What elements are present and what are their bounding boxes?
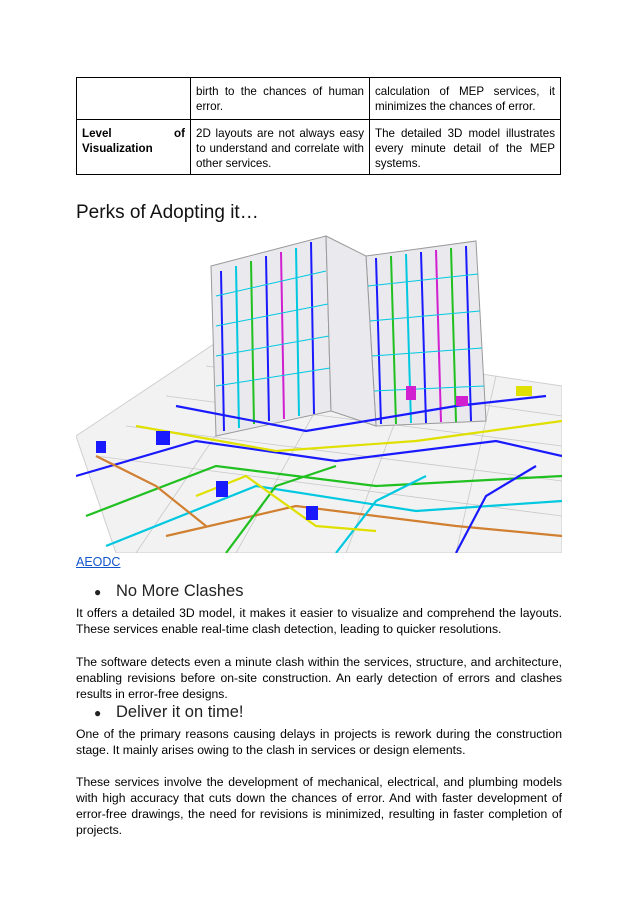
table-row: [77, 120, 561, 175]
bullet-heading: [94, 582, 243, 601]
section-heading: No More Clashes: [116, 582, 244, 600]
mep-model-image: [76, 226, 562, 553]
table-cell: calculation of MEP services, it minimizes the chances of error.: [370, 78, 561, 120]
paragraph: These services involve the development of mechanical, electrical, and plumbing models with high accuracy that cuts down the chances of error. And with faster development of error-free drawings, the need for revisions is minimized, resulting in faster completion of projects.: [76, 775, 562, 837]
paragraph: It offers a detailed 3D model, it makes it easier to visualize and comprehend the layouts. These services enable real-time clash detection, leading to quicker resolutions.: [76, 606, 562, 636]
image-credit-link[interactable]: AEODC: [76, 555, 121, 569]
bullet-heading: [94, 703, 243, 722]
table-row: [77, 78, 561, 120]
table-cell-label: [77, 78, 191, 120]
row-label-word: of: [174, 127, 185, 140]
paragraph: The software detects even a minute clash within the services, structure, and architecture, enabling revisions before on-site construction. An early detection of errors and clashes results in error-free designs.: [76, 655, 562, 701]
row-label-line: [82, 126, 185, 141]
row-label-word: Level: [82, 127, 112, 140]
section-heading: Deliver it on time!: [116, 703, 244, 721]
table-cell: The detailed 3D model illustrates every minute detail of the MEP systems.: [370, 120, 561, 175]
table-cell: 2D layouts are not always easy to understand and correlate with other services.: [191, 120, 370, 175]
bullet-dot-icon: ●: [94, 705, 102, 720]
row-label-line: Visualization: [82, 142, 153, 155]
bullet-dot-icon: ●: [94, 584, 102, 599]
comparison-table: [76, 77, 561, 175]
paragraph: One of the primary reasons causing delays in projects is rework during the construction stage. It mainly arises owing to the clash in services or design elements.: [76, 727, 562, 757]
table-cell: birth to the chances of human error.: [191, 78, 370, 120]
table-cell-label: [77, 120, 191, 175]
section-title: Perks of Adopting it…: [76, 202, 259, 223]
